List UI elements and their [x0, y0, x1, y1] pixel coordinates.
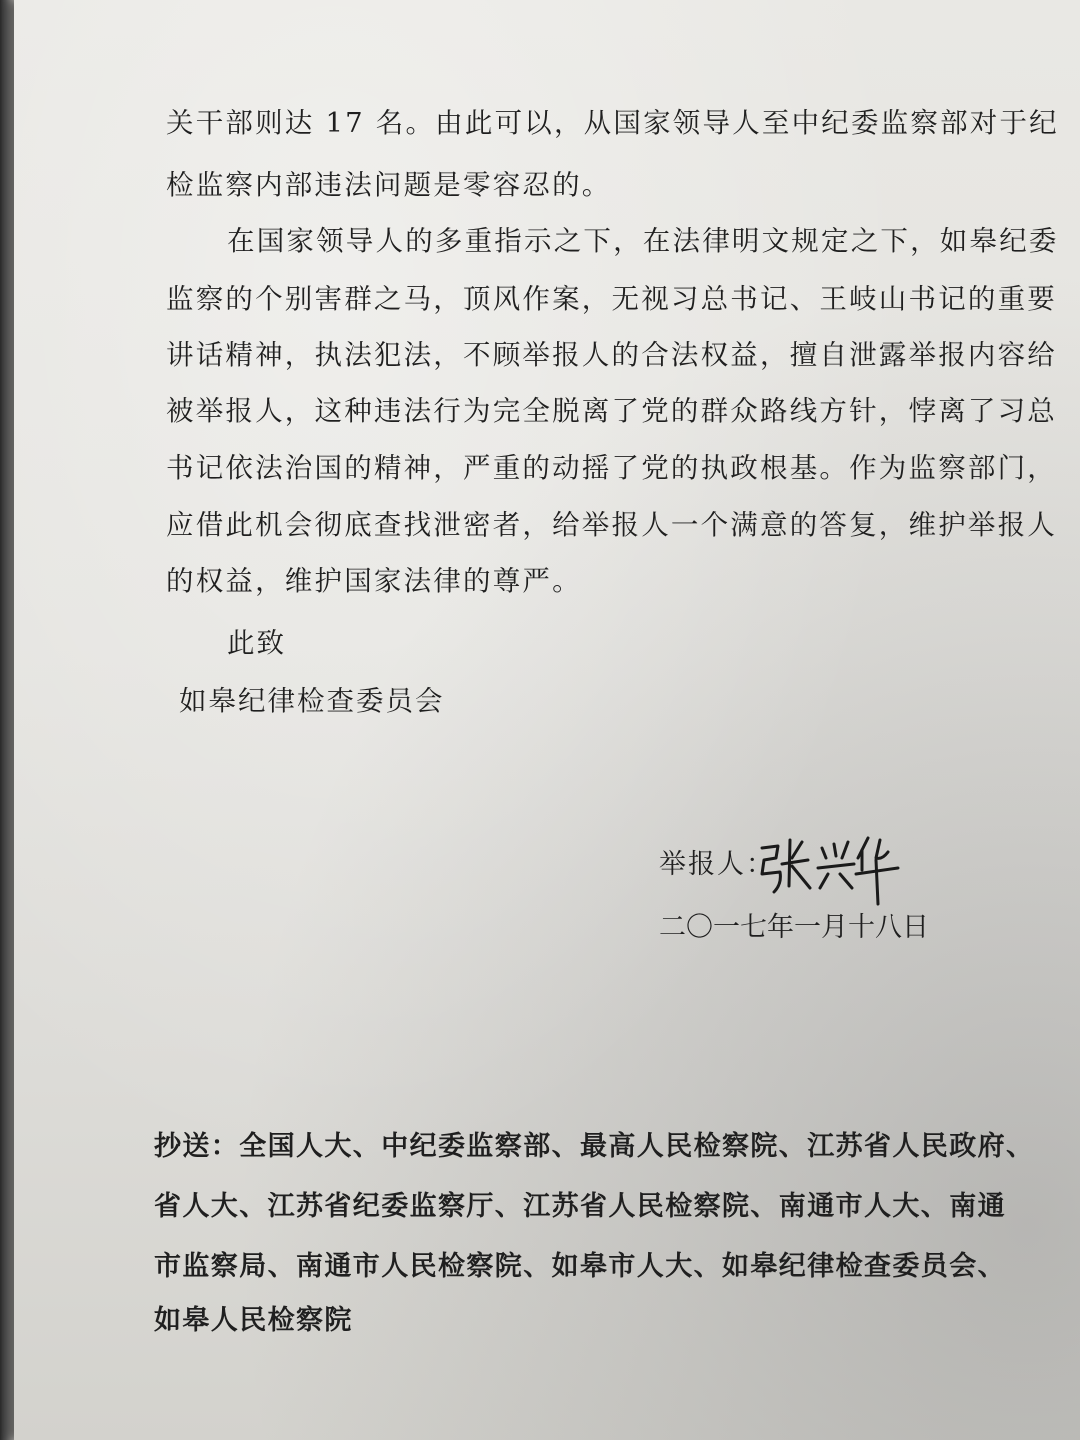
body-line-8: 应借此机会彻底查找泄密者，给举报人一个满意的答复，维护举报人	[166, 509, 1057, 541]
letter-page	[14, 0, 1080, 1440]
body-line-6: 被举报人，这种违法行为完全脱离了党的群众路线方针，悖离了习总	[166, 395, 1057, 427]
cc-line-1: 抄送：全国人大、中纪委监察部、最高人民检察院、江苏省人民政府、	[154, 1131, 1035, 1162]
cc-line-2: 省人大、江苏省纪委监察厅、江苏省人民检察院、南通市人大、南通	[154, 1191, 1006, 1222]
closing-recipient: 如皋纪律检查委员会	[179, 685, 445, 717]
body-line-1: 关干部则达 17 名。由此可以，从国家领导人至中纪委监察部对于纪	[166, 107, 1059, 139]
cc-line-3: 市监察局、南通市人民检察院、如皋市人大、如皋纪律检查委员会、	[154, 1251, 1006, 1282]
body-line-3: 在国家领导人的多重指示之下，在法律明文规定之下，如皋纪委	[227, 225, 1059, 257]
body-line-4: 监察的个别害群之马，顶风作案，无视习总书记、王岐山书记的重要	[166, 283, 1057, 315]
body-line-9: 的权益，维护国家法律的尊严。	[166, 565, 582, 597]
signature-label: 举报人：	[659, 849, 775, 880]
handwritten-signature	[756, 818, 901, 908]
body-line-7: 书记依法治国的精神，严重的动摇了党的执政根基。作为监察部门，	[166, 452, 1057, 484]
body-line-5: 讲话精神，执法犯法，不顾举报人的合法权益，擅自泄露举报内容给	[166, 339, 1057, 371]
cc-line-4: 如皋人民检察院	[154, 1305, 353, 1336]
body-line-2: 检监察内部违法问题是零容忍的。	[166, 169, 612, 201]
closing-salutation: 此致	[227, 627, 286, 659]
signature-date: 二〇一七年一月十八日	[659, 912, 929, 943]
